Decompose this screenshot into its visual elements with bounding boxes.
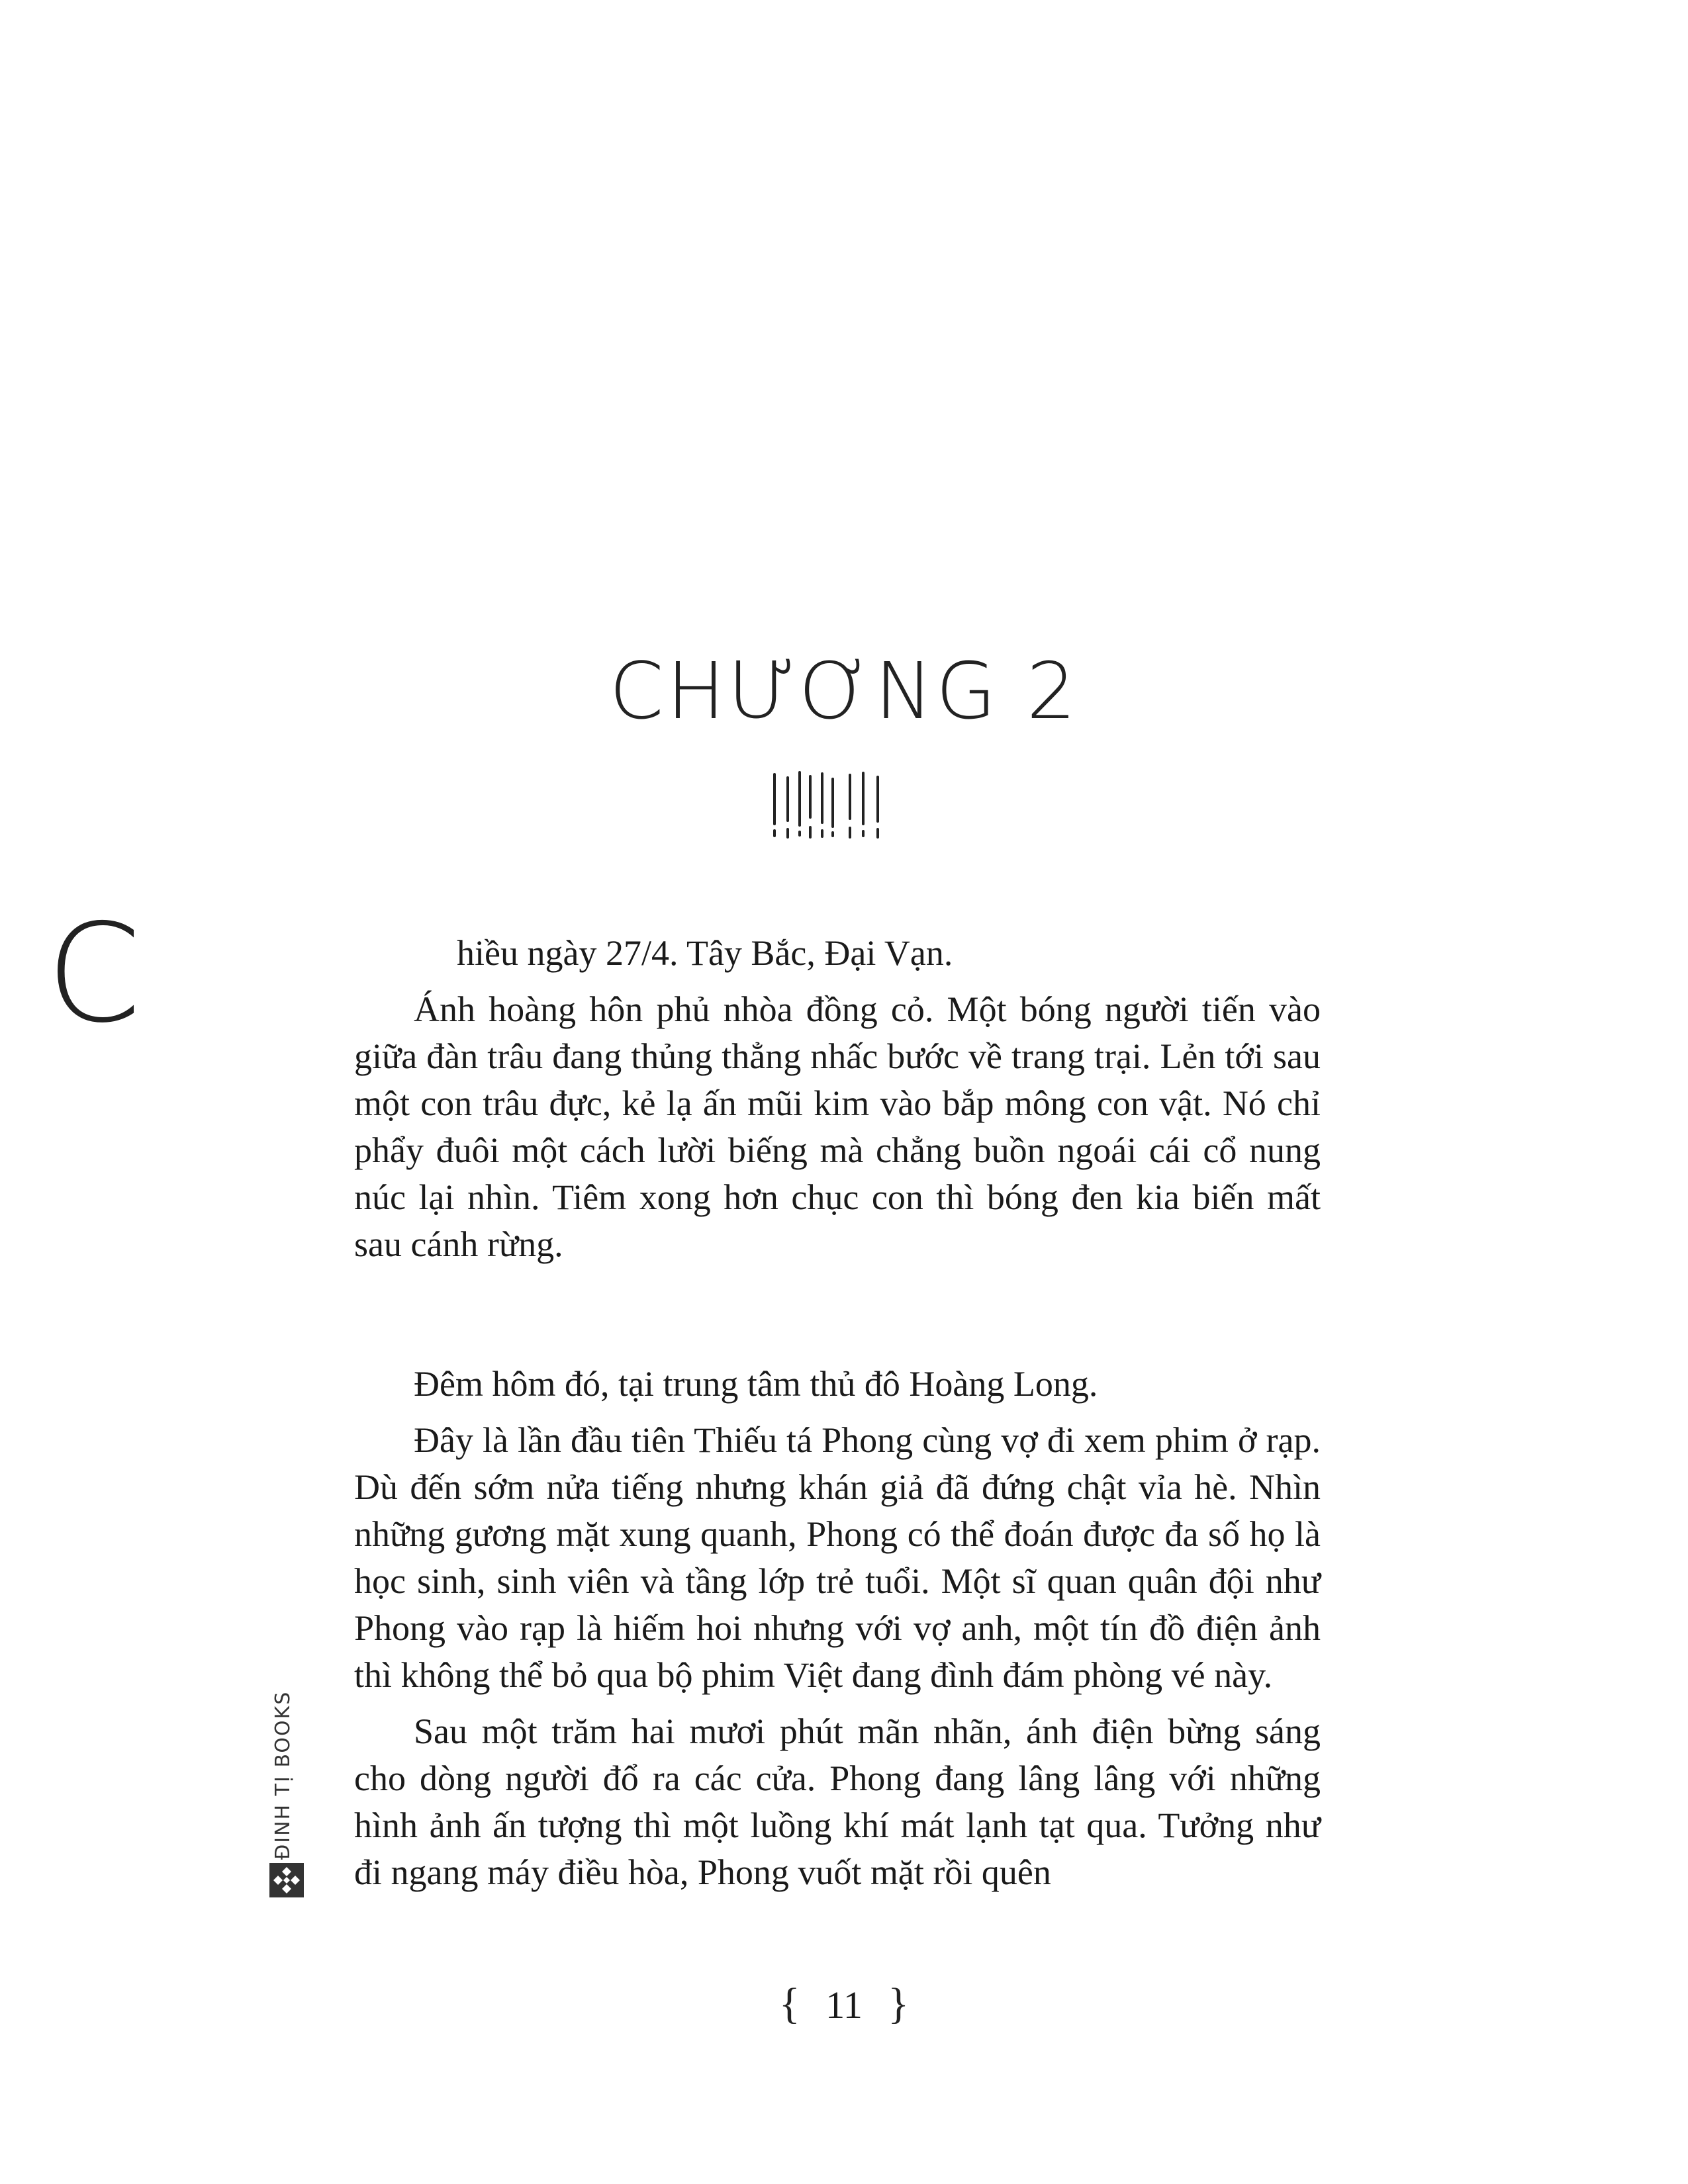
chapter-body — [354, 930, 1321, 1896]
page-number — [0, 1979, 1688, 2029]
publisher-mark — [268, 1690, 308, 1899]
paragraph-opening: hiều ngày 27/4. Tây Bắc, Đại Vạn. — [457, 933, 953, 973]
chapter-ornament-icon — [768, 771, 894, 844]
paragraph: Đây là lần đầu tiên Thiếu tá Phong cùng vợ đi xem phim ở rạp. Dù đến sớm nửa tiếng nhưng khán giả đã đứng chật vỉa hè. Nhìn những gương mặt xung quanh, Phong có thể đoán được đa số họ là học sinh, sinh viên và tầng lớp trẻ tuổi. Một sĩ quan quân đội như Phong vào rạp là hiếm hoi nhưng với vợ anh, một tín đồ điện ảnh thì không thể bỏ qua bộ phim Việt đang đình đám phòng vé này. — [354, 1420, 1321, 1695]
chapter-title: CHƯƠNG 2 — [609, 645, 1079, 737]
publisher-logo-icon — [269, 1863, 304, 1897]
page-number-value: 11 — [825, 1983, 863, 2026]
page-brace-close: } — [888, 1979, 910, 2028]
page-brace-open: { — [778, 1979, 800, 2028]
paragraph: Đêm hôm đó, tại trung tâm thủ đô Hoàng Long. — [414, 1364, 1098, 1404]
publisher-name: ĐINH TỊ BOOKS — [271, 1690, 295, 1860]
paragraph: Ánh hoàng hôn phủ nhòa đồng cỏ. Một bóng người tiến vào giữa đàn trâu đang thủng thẳng nhấc bước về trang trại. Lẻn tới sau một con trâu đực, kẻ lạ ấn mũi kim vào bắp mông con vật. Nó chỉ phẩy đuôi một cách lười biếng mà chẳng buồn ngoái cái cổ nung núc lại nhìn. Tiêm xong hơn chục con thì bóng đen kia biến mất sau cánh rừng. — [354, 989, 1321, 1264]
drop-cap: C — [46, 895, 142, 1053]
paragraph: Sau một trăm hai mươi phút mãn nhãn, ánh điện bừng sáng cho dòng người đổ ra các cửa. Phong đang lâng lâng với những hình ảnh ấn tượng thì một luồng khí mát lạnh tạt qua. Tưởng như đi ngang máy điều hòa, Phong vuốt mặt rồi quên — [354, 1711, 1321, 1892]
